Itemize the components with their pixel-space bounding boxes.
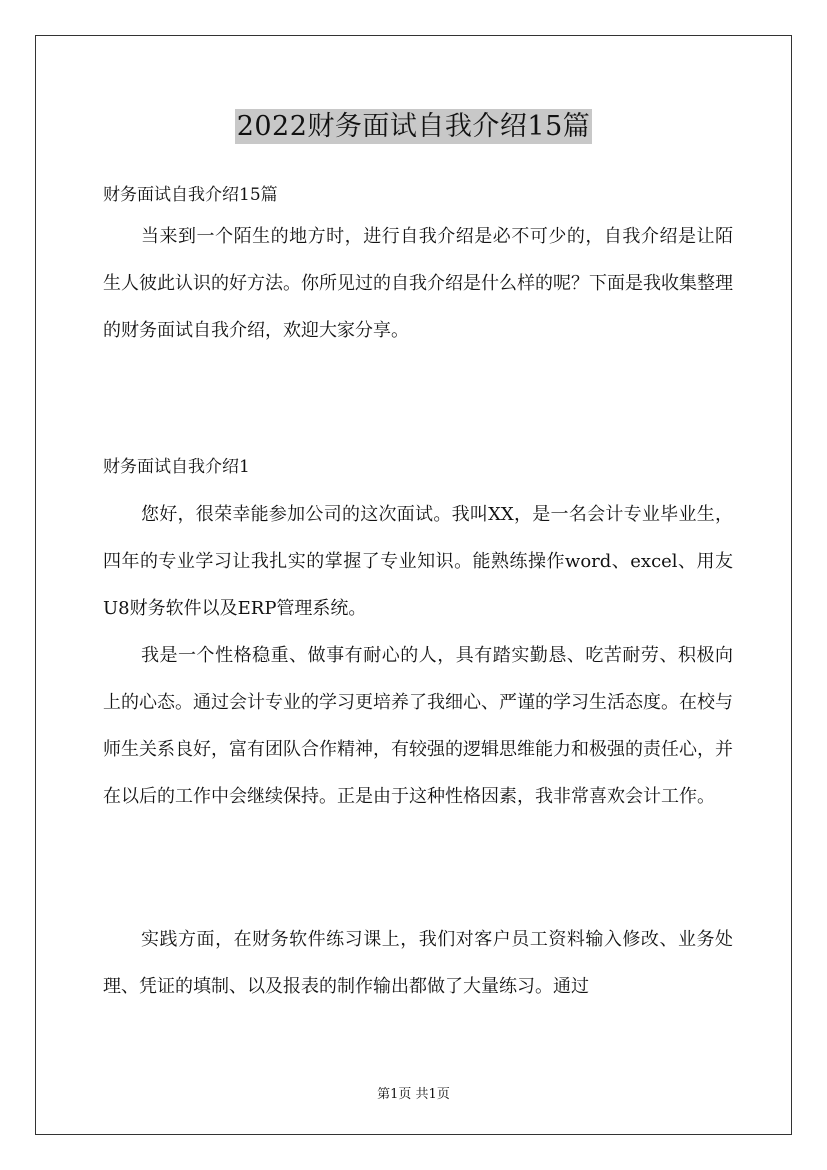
- document-title: [0, 104, 827, 143]
- body-paragraph: 您好，很荣幸能参加公司的这次面试。我叫XX，是一名会计专业毕业生，四年的专业学习让我扎实的掌握了专业知识。能熟练操作word、excel、用友U8财务软件以及ERP管理系统。: [103, 504, 733, 619]
- document-subtitle: 财务面试自我介绍15篇: [103, 185, 278, 205]
- page-footer: 第1页 共1页: [377, 1087, 450, 1102]
- section-heading: 财务面试自我介绍1: [103, 457, 250, 477]
- intro-paragraph: 当来到一个陌生的地方时，进行自我介绍是必不可少的，自我介绍是让陌生人彼此认识的好方法。你所见过的自我介绍是什么样的呢？下面是我收集整理的财务面试自我介绍，欢迎大家分享。: [103, 226, 733, 341]
- body-paragraph: 实践方面，在财务软件练习课上，我们对客户员工资料输入修改、业务处理、凭证的填制、以及报表的制作输出都做了大量练习。通过: [103, 929, 733, 997]
- body-paragraph: 我是一个性格稳重、做事有耐心的人，具有踏实勤恳、吃苦耐劳、积极向上的心态。通过会计专业的学习更培养了我细心、严谨的学习生活态度。在校与师生关系良好，富有团队合作精神，有较强的逻辑思维能力和极强的责任心，并在以后的工作中会继续保持。正是由于这种性格因素，我非常喜欢会计工作。: [103, 645, 733, 807]
- document-title-text: 2022财务面试自我介绍15篇: [236, 111, 591, 142]
